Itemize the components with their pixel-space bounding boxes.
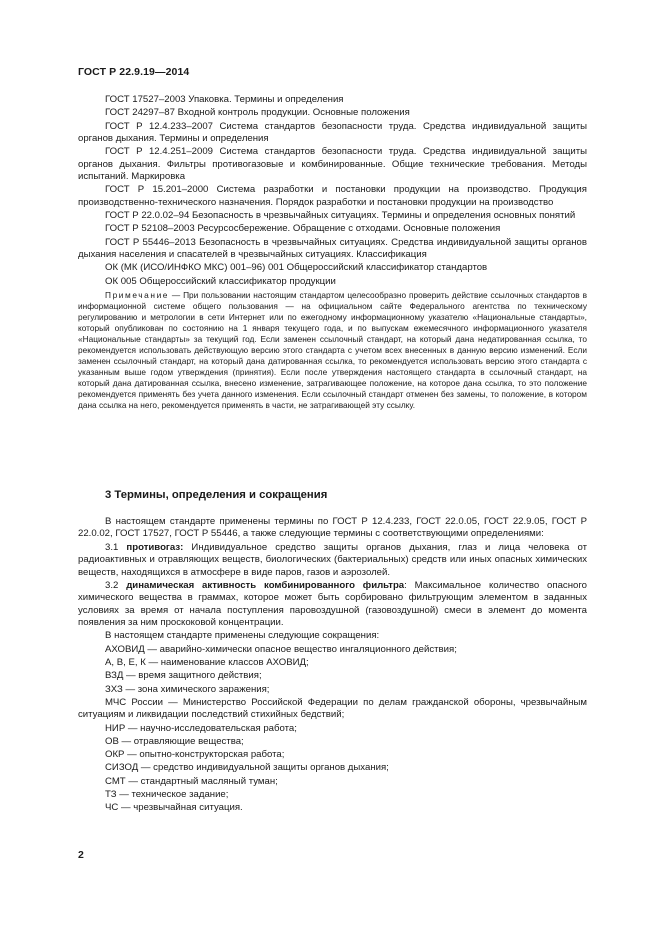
term-definition: : Максимальное количество опасного химического вещества в граммах, которое может быть сорбировано фильтрующим элементом в заданных условиях за время от начала поступления паровоздушной (газовоздушной) смеси в элемент до момента появления за ним проскоковой концентрации. (78, 579, 587, 629)
page-number: 2 (78, 849, 84, 861)
term-name: динамическая активность комбинированного фильтра (126, 579, 405, 591)
reference-item: ОК (МК (ИСО/ИНФКО МКС) 001–96) 001 Общероссийский классификатор стандартов (105, 262, 488, 274)
abbreviation-item: СМТ — стандартный масляный туман; (105, 775, 278, 787)
abbreviation-item: ЧС — чрезвычайная ситуация. (105, 802, 243, 814)
term-definition: Индивидуальное средство защиты органов дыхания, глаз и лица человека от радиоактивных и отравляющих веществ, биологических (бактериальных) средств или иных опасных химических веществ, находящихся в атмосфере в виде паров, газов и аэрозолей. (78, 541, 587, 578)
abbreviation-item: ОКР — опытно-конструкторская работа; (105, 749, 285, 761)
abbreviation-item: А, В, Е, К — наименование классов АХОВИД; (105, 656, 309, 668)
term-number: 3.1 (105, 541, 127, 553)
reference-item: ГОСТ Р 12.4.251–2009 Система стандартов безопасности труда. Средства индивидуальной защиты органов дыхания. Фильтры противогазовые и комбинированные. Общие технические требования. Методы испытаний. Маркировка (78, 146, 587, 183)
note-label: Примечание (105, 290, 170, 301)
abbreviation-item: ОВ — отравляющие вещества; (105, 735, 244, 747)
abbreviation-item: АХОВИД — аварийно-химически опасное вещество ингаляционного действия; (105, 643, 457, 655)
reference-item: ГОСТ Р 15.201–2000 Система разработки и постановки продукции на производство. Продукция производственно-технического назначения. Порядок разработки и постановки продукции на производство (78, 184, 587, 208)
abbreviations-intro: В настоящем стандарте применены следующие сокращения: (105, 630, 380, 642)
reference-item: ГОСТ Р 22.0.02–94 Безопасность в чрезвычайных ситуациях. Термины и определения основных понятий (105, 210, 576, 222)
abbreviation-item: СИЗОД — средство индивидуальной защиты органов дыхания; (105, 762, 389, 774)
term-number: 3.2 (105, 579, 127, 591)
intro-paragraph: В настоящем стандарте применены термины по ГОСТ Р 12.4.233, ГОСТ 22.0.05, ГОСТ 22.9.05, ГОСТ Р 22.0.02, ГОСТ 17527, ГОСТ Р 55446, а также следующие термины с соответствующими определениями: (78, 516, 587, 540)
page-header-title: ГОСТ Р 22.9.19—2014 (78, 66, 190, 78)
reference-item: ГОСТ 17527–2003 Упаковка. Термины и определения (105, 94, 344, 105)
note-text: — При пользовании настоящим стандартом целесообразно проверить действие ссылочных стандартов в информационной системе общего пользования — на официальном сайте Федерального агентства по техническому регулированию и метрологии в сети Интернет или по ежегодному информационному указателю «Национальные стандарты», который опубликован по состоянию на 1 января текущего года, и по выпускам ежемесячного информационного указателя «Национальные стандарты» за текущий год. Если заменен ссылочный стандарт, на который дана недатированная ссылка, то рекомендуется использовать действующую версию этого стандарта с учетом всех внесенных в данную версию изменений. Если заменен ссылочный стандарт, на который дана датированная ссылка, то рекомендуется использовать версию этого стандарта с указанным выше годом утверждения (принятия). Если после утверждения настоящего стандарта в ссылочный стандарт, на который дана датированная ссылка, внесено изменение, затрагивающее положение, на которое дана ссылка, то это положение рекомендуется применять без учета данного изменения. Если ссылочный стандарт отменен без замены, то положение, в котором дана ссылка на него, рекомендуется применять в части, не затрагивающей эту ссылку. (78, 290, 587, 411)
abbreviation-item: ВЗД — время защитного действия; (105, 670, 262, 682)
term-name: противогаз: (126, 541, 184, 553)
term-item (78, 580, 587, 630)
reference-item: ГОСТ Р 12.4.233–2007 Система стандартов безопасности труда. Средства индивидуальной защиты органов дыхания. Термины и определения (78, 120, 587, 144)
abbreviation-item: ТЗ — техническое задание; (105, 789, 229, 800)
normative-references (78, 94, 587, 411)
section-title: 3 Термины, определения и сокращения (105, 489, 328, 501)
note-paragraph (78, 290, 587, 411)
reference-item: ГОСТ 24297–87 Входной контроль продукции. Основные положения (105, 107, 410, 119)
abbreviation-item: НИР — научно-исследовательская работа; (105, 722, 297, 734)
reference-item: ГОСТ Р 52108–2003 Ресурсосбережение. Обращение с отходами. Основные положения (105, 223, 501, 235)
section-body (78, 516, 587, 816)
abbreviation-item: МЧС России — Министерство Российской Федерации по делам гражданской обороны, чрезвычайным ситуациям и ликвидации последствий стихийных бедствий; (78, 696, 587, 721)
abbreviation-item: ЗХЗ — зона химического заражения; (105, 683, 270, 695)
reference-item: ГОСТ Р 55446–2013 Безопасность в чрезвычайных ситуациях. Средства индивидуальной защиты органов дыхания населения и спасателей в чрезвычайных ситуациях. Классификация (78, 236, 587, 261)
reference-item: ОК 005 Общероссийский классификатор продукции (105, 275, 336, 287)
term-item (78, 542, 587, 579)
